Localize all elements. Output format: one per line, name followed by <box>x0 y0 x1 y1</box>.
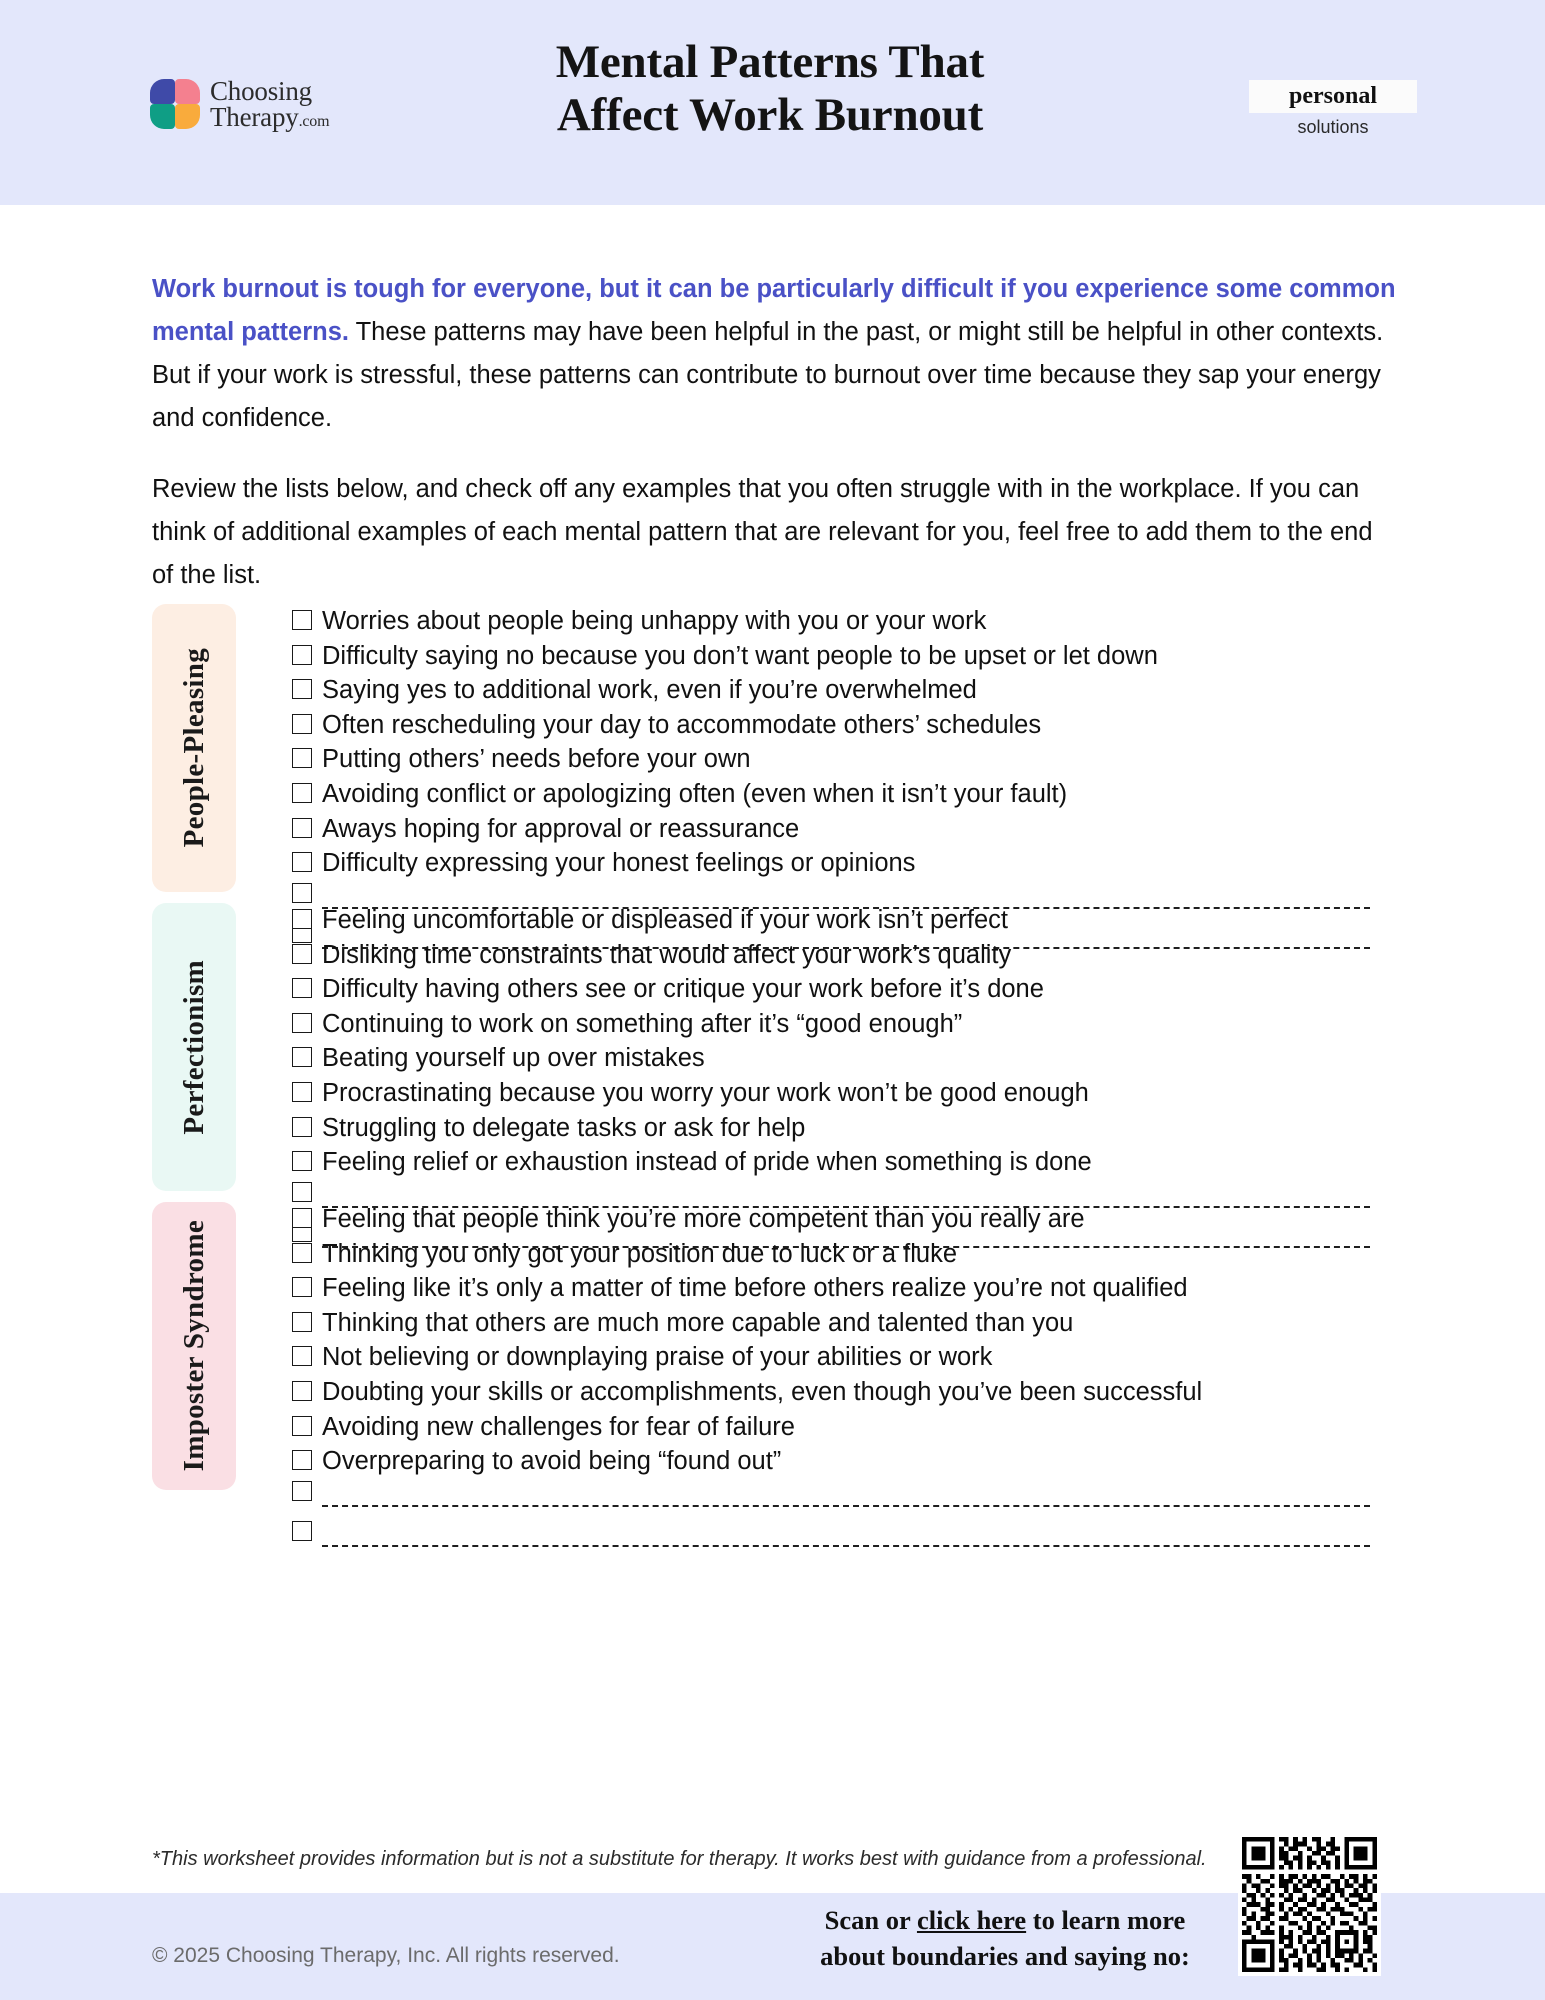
checklist-item-label: Feeling uncomfortable or displeased if your work isn’t perfect <box>322 906 1008 934</box>
checkbox[interactable] <box>292 1416 312 1436</box>
checkbox[interactable] <box>292 1312 312 1332</box>
checkbox[interactable] <box>292 883 312 903</box>
intro-paragraph-2: Review the lists below, and check off any examples that you often struggle with in the workplace. If you can think of additional examples of each mental pattern that are relevant for you, feel free to add them to the end of the list. <box>152 475 1373 589</box>
checklist-item-label: Continuing to work on something after it’s “good enough” <box>322 1009 963 1038</box>
checklist-item[interactable] <box>292 846 1398 881</box>
scan-text-before: Scan or <box>824 1905 917 1935</box>
checklist-item[interactable] <box>292 1444 1398 1479</box>
checklist-item[interactable] <box>292 1340 1398 1375</box>
checkbox[interactable] <box>292 1521 312 1541</box>
checkbox[interactable] <box>292 1381 312 1401</box>
badge-primary-label: personal <box>1249 80 1417 113</box>
checklist-item[interactable] <box>292 812 1398 847</box>
personal-solutions-badge <box>1249 80 1417 136</box>
page-title-line1: Mental Patterns That <box>555 36 985 88</box>
checklist-item[interactable] <box>292 1271 1398 1306</box>
checkbox[interactable] <box>292 818 312 838</box>
brand-logo-text <box>210 78 329 131</box>
checkbox[interactable] <box>292 1117 312 1137</box>
category-box <box>152 604 236 892</box>
blank-write-in-row[interactable] <box>292 1519 1398 1559</box>
page-header <box>0 0 1545 205</box>
checklist-item[interactable] <box>292 1202 1398 1237</box>
scan-line-2: about boundaries and saying no: <box>820 1940 1190 1971</box>
category-box <box>152 1202 236 1490</box>
category-label: Perfectionism <box>177 959 210 1135</box>
scan-text-after: to learn more <box>1026 1905 1186 1935</box>
checklist-item-label: Feeling like it’s only a matter of time before others realize you’re not qualified <box>322 1274 1188 1303</box>
category-box <box>152 903 236 1191</box>
checklist-item-label: Feeling that people think you’re more competent than you really are <box>322 1205 1085 1233</box>
page-title-line2: Affect Work Burnout <box>556 88 984 141</box>
checklist-item-label: Difficulty saying no because you don’t want people to be upset or let down <box>322 641 1158 670</box>
checklist-item[interactable] <box>292 903 1398 938</box>
page-title <box>430 36 1110 141</box>
checklist-item-label: Worries about people being unhappy with you or your work <box>322 607 987 635</box>
click-here-link[interactable]: click here <box>916 1905 1027 1935</box>
checklist-item-label: Disliking time constraints that would affect your work’s quality <box>322 940 1012 969</box>
intro-lead: Work burnout is tough for everyone, but it can be particularly difficult if you experience some common mental patterns. <box>152 275 1396 346</box>
checkbox[interactable] <box>292 1346 312 1366</box>
qr-code[interactable] <box>1238 1833 1381 1976</box>
checklist-item[interactable] <box>292 604 1398 639</box>
checkbox[interactable] <box>292 679 312 699</box>
copyright-text: © 2025 Choosing Therapy, Inc. All rights reserved. <box>152 1944 620 1967</box>
logo-text-line1: Choosing <box>210 76 312 106</box>
checklist-items <box>292 1202 1398 1559</box>
checklist-item[interactable] <box>292 1111 1398 1146</box>
blank-write-in-row[interactable] <box>292 1479 1398 1519</box>
logo-quadrant-bottom-right <box>175 104 200 129</box>
logo-text-line2 <box>210 102 330 133</box>
checklist-item-label: Doubting your skills or accomplishments, even though you’ve been successful <box>322 1377 1203 1406</box>
category-label: People-Pleasing <box>177 648 210 848</box>
checklist-item[interactable] <box>292 673 1398 708</box>
checkbox[interactable] <box>292 1047 312 1067</box>
checklist-item[interactable] <box>292 1041 1398 1076</box>
checklist-item[interactable] <box>292 639 1398 674</box>
logo-text-therapy: Therapy <box>210 102 299 133</box>
category-label: Imposter Syndrome <box>177 1220 210 1472</box>
checklist-item-label: Saying yes to additional work, even if you’re overwhelmed <box>322 676 977 705</box>
checklist-item-label: Difficulty expressing your honest feelings or opinions <box>322 849 916 878</box>
checklist-item-label: Feeling relief or exhaustion instead of pride when something is done <box>322 1148 1092 1177</box>
checkbox[interactable] <box>292 714 312 734</box>
checklist-item-label: Difficulty having others see or critique your work before it’s done <box>322 975 1044 1004</box>
checkbox[interactable] <box>292 1450 312 1470</box>
scan-callout <box>800 1903 1210 1975</box>
checkbox[interactable] <box>292 1082 312 1102</box>
brand-logo[interactable] <box>150 78 329 131</box>
checklist-item[interactable] <box>292 1237 1398 1272</box>
checklist-item[interactable] <box>292 777 1398 812</box>
checklist-item-label: Struggling to delegate tasks or ask for help <box>322 1113 806 1142</box>
checkbox[interactable] <box>292 1243 312 1263</box>
disclaimer-text: *This worksheet provides information but is not a substitute for therapy. It works best with guidance from a professional. <box>152 1848 1207 1870</box>
checklist-item-label: Often rescheduling your day to accommodate others’ schedules <box>322 710 1042 739</box>
checklist-item-label: Avoiding conflict or apologizing often (even when it isn’t your fault) <box>322 779 1068 808</box>
checklist-item-label: Putting others’ needs before your own <box>322 745 751 774</box>
logo-text-dotcom: .com <box>298 113 330 131</box>
checklist-item-label: Thinking that others are much more capable and talented than you <box>322 1308 1074 1337</box>
checkbox[interactable] <box>292 1208 312 1228</box>
badge-secondary-label: solutions <box>1297 117 1369 137</box>
intro-paragraph-1 <box>152 268 1398 440</box>
scan-line-1 <box>800 1903 1210 1939</box>
checklist-item[interactable] <box>292 1410 1398 1445</box>
checklist-item[interactable] <box>292 1076 1398 1111</box>
checklist-item[interactable] <box>292 1306 1398 1341</box>
checkbox[interactable] <box>292 645 312 665</box>
checkbox[interactable] <box>292 1151 312 1171</box>
checkbox[interactable] <box>292 909 312 929</box>
checklist-item-label: Thinking you only got your position due to luck or a fluke <box>322 1239 958 1268</box>
checkbox[interactable] <box>292 1277 312 1297</box>
logo-quadrant-top-left <box>150 79 175 104</box>
logo-quadrant-bottom-left <box>150 104 175 129</box>
checklist-item[interactable] <box>292 1145 1398 1180</box>
checkbox[interactable] <box>292 1013 312 1033</box>
checklist-item[interactable] <box>292 1007 1398 1042</box>
checklist-item-label: Not believing or downplaying praise of your abilities or work <box>322 1343 993 1372</box>
checkbox[interactable] <box>292 1182 312 1202</box>
choosing-therapy-logo-icon <box>150 79 200 129</box>
checklist-item-label: Aways hoping for approval or reassurance <box>322 814 800 843</box>
intro-rest: These patterns may have been helpful in the past, or might still be helpful in other contexts. But if your work is stressful, these patterns can contribute to burnout over time because they sap your energy and confidence. <box>152 318 1384 432</box>
checklist-item-label: Avoiding new challenges for fear of failure <box>322 1412 795 1441</box>
checkbox[interactable] <box>292 748 312 768</box>
checkbox[interactable] <box>292 1481 312 1501</box>
checkbox[interactable] <box>292 978 312 998</box>
checkbox[interactable] <box>292 783 312 803</box>
checklist-item[interactable] <box>292 972 1398 1007</box>
checklist-item-label: Procrastinating because you worry your work won’t be good enough <box>322 1078 1089 1107</box>
checklist-item-label: Beating yourself up over mistakes <box>322 1044 705 1073</box>
checklist-item[interactable] <box>292 742 1398 777</box>
checklist-item-label: Overpreparing to avoid being “found out” <box>322 1447 782 1476</box>
checkbox[interactable] <box>292 944 312 964</box>
checkbox[interactable] <box>292 852 312 872</box>
checklist-item[interactable] <box>292 1375 1398 1410</box>
checklist-item[interactable] <box>292 938 1398 973</box>
logo-quadrant-top-right <box>175 79 200 104</box>
write-in-line[interactable] <box>322 1519 1370 1547</box>
write-in-line[interactable] <box>322 1479 1370 1507</box>
checkbox[interactable] <box>292 610 312 630</box>
qr-code-icon <box>1242 1837 1377 1972</box>
checklist-item[interactable] <box>292 708 1398 743</box>
intro-text <box>152 268 1398 625</box>
